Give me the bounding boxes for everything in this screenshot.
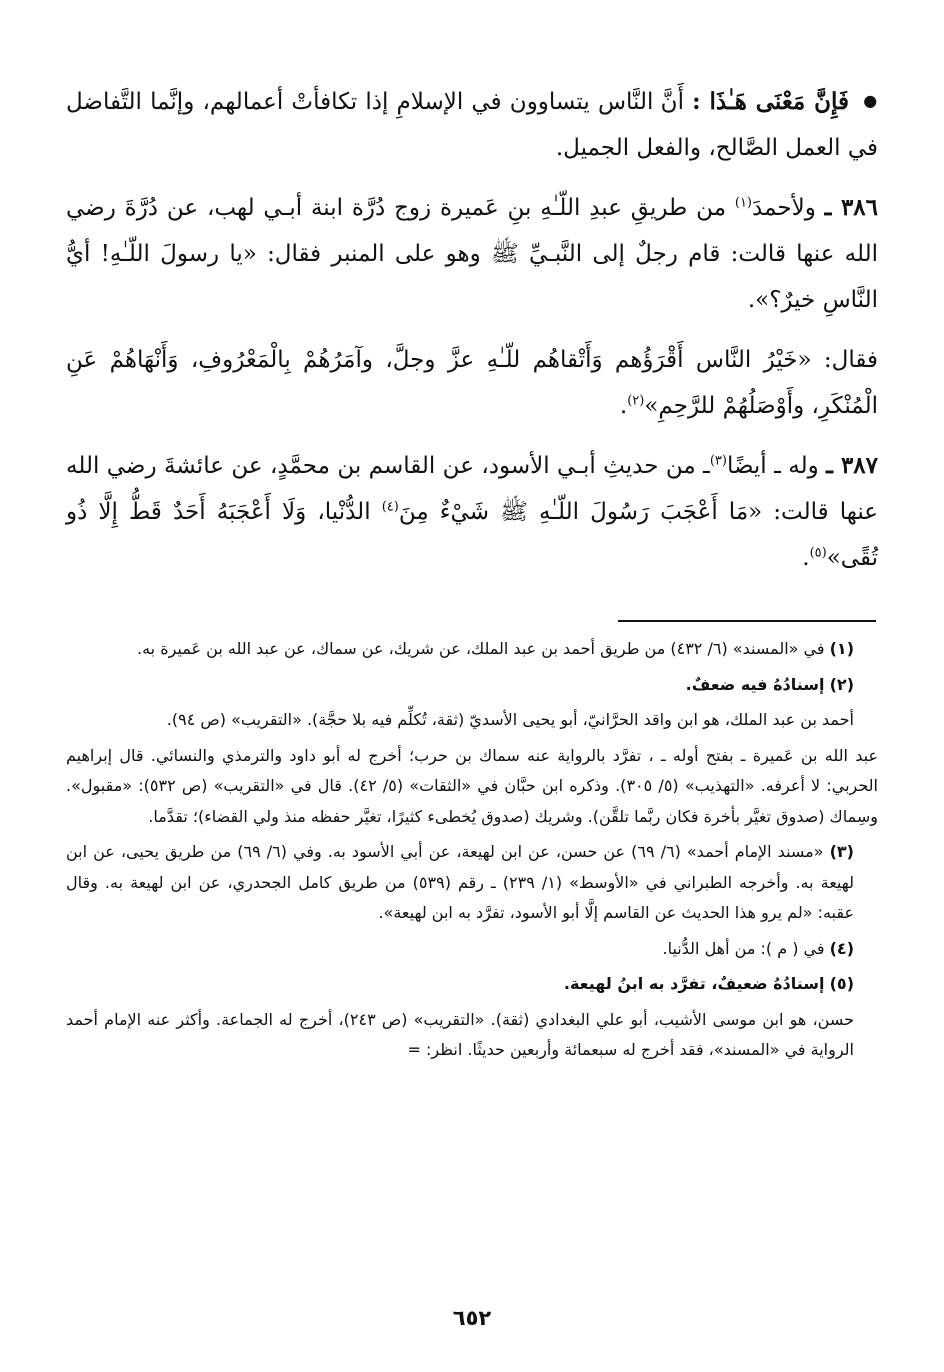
footnote-ref-5[interactable]: (٥)	[809, 545, 827, 561]
footnote-ref-1[interactable]: (١)	[734, 195, 752, 211]
hadith-number-386: ٣٨٦ ـ	[824, 194, 878, 221]
footnote-mark-3: (٣)	[829, 842, 854, 861]
intro-lead: فَإِنَّ مَعْنَى هَـٰذَا :	[692, 88, 850, 115]
footnote-5-detail: حسن، هو ابن موسى الأشيب، أبو علي البغدادي (ثقة). «التقريب» (ص ٢٤٣)، أخرج له الجماعة. وأكثر عنه الإمام أحمد الرواية في «المسند»، فقد أخرج له سبعمائة وأربعين حديثًا. انظر: =	[66, 1009, 854, 1059]
hadith-386-answer	[66, 337, 878, 429]
footnote-mark-2: (٢)	[829, 674, 854, 694]
footnote-mark-5: (٥)	[829, 974, 854, 993]
hadith-387	[66, 443, 878, 581]
bullet-icon: ●	[863, 91, 879, 110]
footnote-2-detail-2: عبد الله بن عَميرة ـ بفتح أوله ـ ، تفرَّد بالرواية عنه سماك بن حرب؛ أخرج له أبو داود والترمذي والنسائي. قال إبراهيم الحربي: لا أعرفه. «التهذيب» (٥/ ٣٠٥). وذكره ابن حبَّان في «الثقات» (٥/ ٤٢). قال في «التقريب» (ص ٥٣٢): «مقبول». وسِماك (صدوق تغيَّر بأخرة فكان ربَّما تلقَّن). وشريك (صدوق يُخطىء كثيرًا، تغيَّر حفظه منذ ولي القضاء)؛ تقدَّما.	[66, 745, 878, 826]
hadith-386-opening: ولأحمدَ	[752, 195, 816, 221]
footnote-5	[66, 969, 878, 1000]
footnote-text-3: «مسند الإمام أحمد» (٦/ ٦٩) عن حسن، عن ابن لهيعة، عن أبي الأسود به. وفي (٦/ ٦٩) من طريق يحيى، عن ابن لهيعة به. وأخرجه الطبراني في «الأوسط» (١/ ٢٣٩) ـ رقم (٥٣٩) من طريق كامل الجحدري، عن ابن لهيعة به. وقال عقبه: «لم يرو هذا الحديث عن القاسم إلَّا أبو الأسود، تفرَّد به ابن لهيعة».	[66, 842, 855, 922]
hadith-386-answer-text: فقال: «خَيْرُ النَّاس أَقْرَؤُهم وَأَتْقاهُم للّـٰهِ عزَّ وجلَّ، وآمَرُهُمْ بِالْمَعْرُوفِ، وَأَنْهَاهُمْ عَنِ الْمُنْكَرِ، وأَوْصَلُهُمْ للرَّحِمِ»	[66, 347, 878, 419]
footnote-mark-4: (٤)	[829, 938, 854, 958]
hadith-387-middle: ـ من حديثِ أبـي الأسود، عن القاسم بن محمَّدٍ، عن عائشةَ رضي الله عنها قالت: «مَا أَعْجَبَ رَسُولَ اللّـٰهِ ﷺ شَيْءٌ مِنَ	[66, 453, 878, 525]
footnote-separator	[618, 620, 876, 622]
footnote-3	[66, 837, 878, 929]
hadith-387-opening: وله ـ أيضًا	[726, 453, 819, 479]
footnote-text-4: في ( م ): من أهل الدُّنيا.	[662, 938, 825, 958]
hadith-386-answer-end: .	[619, 393, 628, 419]
footnote-text-5: إسنادُهُ ضعيفٌ، تفرَّد به ابنُ لهيعة.	[563, 974, 825, 993]
footnotes	[66, 634, 878, 1071]
footnote-2	[66, 670, 878, 701]
footnote-ref-4[interactable]: (٤)	[381, 499, 399, 515]
intro-paragraph	[66, 78, 878, 171]
footnote-ref-3[interactable]: (٣)	[709, 453, 727, 469]
hadith-387-text: الدُّنْيا، وَلَا أَعْجَبَهُ أَحَدٌ قَطُّ إِلَّا ذُو تُقًى»	[66, 499, 878, 571]
footnote-mark-1: (١)	[829, 639, 854, 658]
page-number: ٦٥٢	[452, 1306, 492, 1330]
footnote-1	[66, 634, 878, 665]
footnote-ref-2[interactable]: (٢)	[627, 393, 645, 409]
main-text	[66, 78, 878, 595]
footnote-text-2: إسنادُهُ فيه ضعفٌ.	[685, 674, 825, 694]
footnote-text-1: في «المسند» (٦/ ٤٣٢) من طريق أحمد بن عبد الملك، عن شريك، عن سماك، عن عبد الله بن عَميرة به.	[137, 639, 825, 658]
hadith-386	[66, 185, 878, 323]
footnote-4	[66, 934, 878, 965]
intro-text: أَنَّ النَّاس يتساوون في الإسلامِ إذا تكافأتْ أعمالهم، وإنَّما التَّفاضل في العمل الصَّالح، والفعل الجميل.	[66, 89, 878, 161]
hadith-number-387: ٣٨٧ ـ	[826, 452, 879, 479]
hadith-387-end: .	[802, 545, 810, 571]
hadith-386-text: من طريقِ عبدِ اللّـٰهِ بنِ عَميرة زوج دُرَّة ابنة أبـي لهب، عن دُرَّةَ رضي الله عنها قالت: قام رجلٌ إلى النَّبـيِّ ﷺ وهو على المنبر فقال: «يا رسولَ اللّـٰهِ! أيُّ النَّاسِ خيرٌ؟».	[66, 195, 878, 313]
footnote-2-detail-1: أحمد بن عبد الملك، هو ابن واقد الحرَّانيّ، أبو يحيى الأسديّ (ثقة، تُكلِّم فيه بلا حجَّة). «التقريب» (ص ٩٤).	[166, 710, 854, 729]
